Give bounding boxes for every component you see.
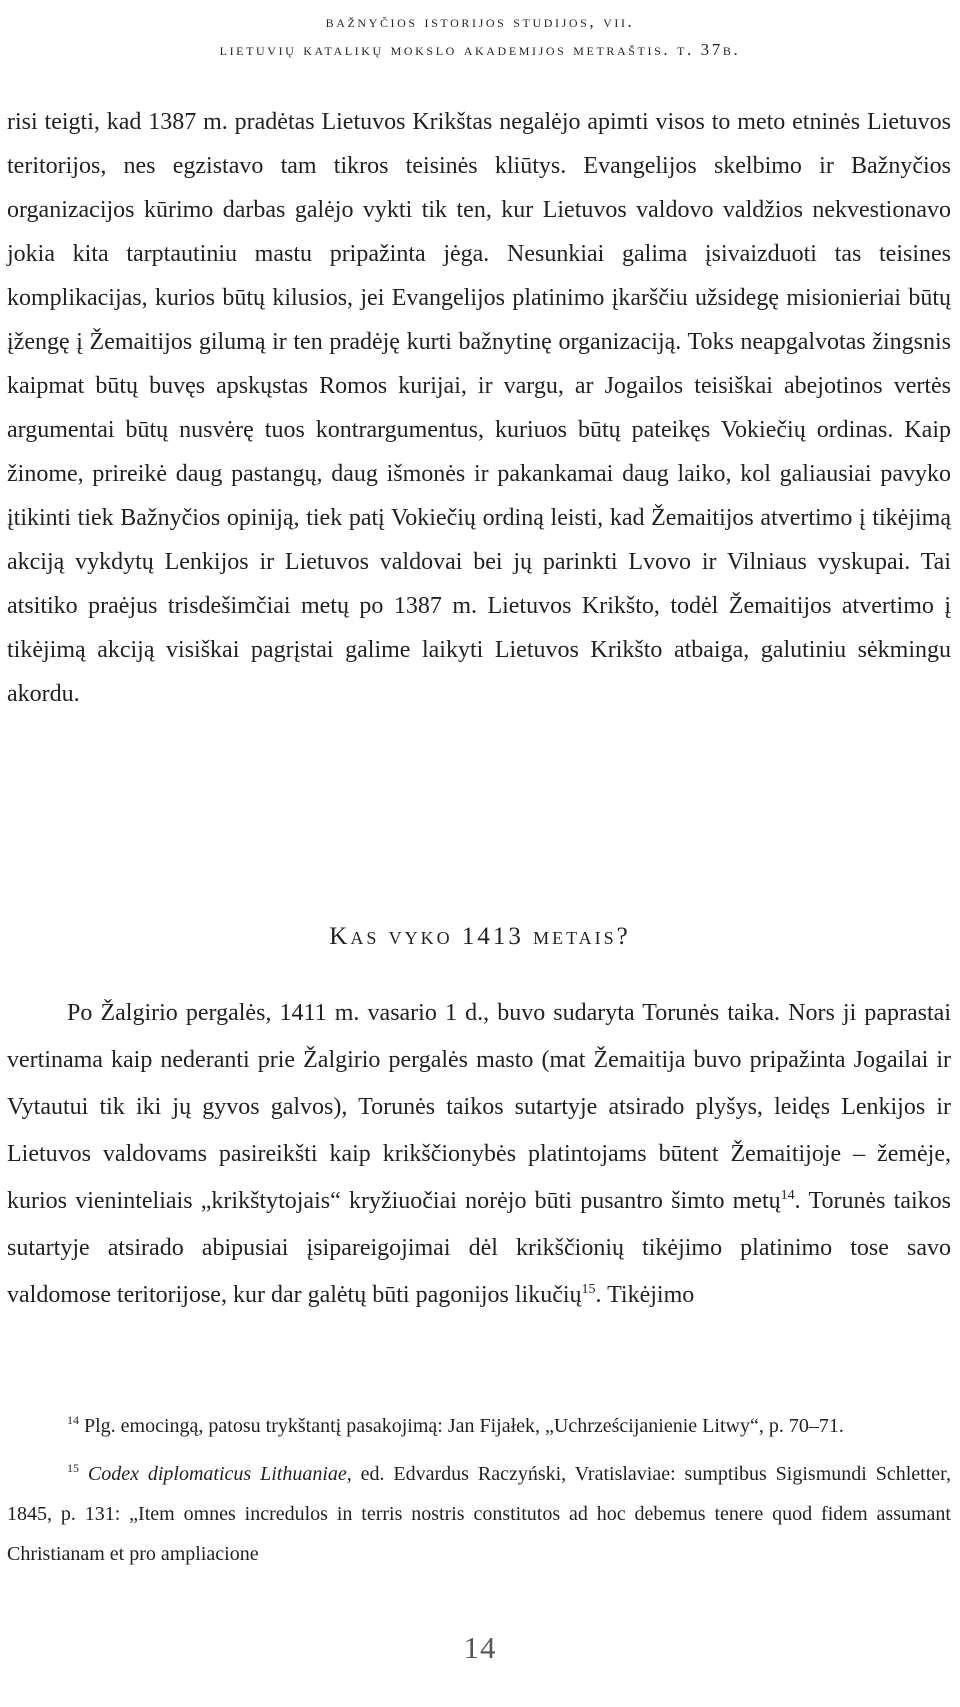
footnote-number: 14	[67, 1413, 79, 1427]
footnotes	[7, 1406, 951, 1582]
section-paragraph-text-2: . Torunės taikos sutartyje atsirado abipusiai įsipareigojimai dėl krikščionių tikėjimo platinimo tose savo valdomose teritorijose, kur dar galėtų būti pagonijos likučių	[7, 1188, 951, 1308]
section-paragraph	[7, 990, 951, 1319]
footnote-ref-15[interactable]: 15	[581, 1282, 596, 1297]
footnote-14	[7, 1406, 951, 1446]
section-text-block	[7, 990, 951, 1319]
footnote-italic-title: Codex diplomaticus Lithuaniae	[87, 1463, 347, 1485]
section-paragraph-text-1: Po Žalgirio pergalės, 1411 m. vasario 1 d., buvo sudaryta Torunės taika. Nors ji paprastai vertinama kaip nederanti prie Žalgirio pergalės masto (mat Žemaitija buvo pripažinta Jogailai ir Vytautui tik iki jų gyvos galvos), Torunės taikos sutartyje atsirado plyšys, leidęs Lenkijos ir Lietuvos valdovams pasireikšti kaip krikščionybės platintojams būtent Žemaitijoje – žemėje, kurios vieninteliais „krikštytojais“ kryžiuočiai norėjo būti pusantro šimto metų	[7, 1000, 951, 1214]
running-header	[0, 8, 960, 64]
section-paragraph-text-3: . Tikėjimo	[595, 1282, 695, 1308]
running-header-line-1: bažnyčios istorijos studijos, vii.	[325, 12, 635, 31]
section-heading: Kas vyko 1413 metais?	[329, 923, 631, 950]
running-header-line-2: lietuvių katalikų mokslo akademijos metraštis. t. 37b.	[219, 40, 741, 59]
body-paragraph: risi teigti, kad 1387 m. pradėtas Lietuvos Krikštas negalėjo apimti visos to meto etninės Lietuvos teritorijos, nes egzistavo tam tikros teisinės kliūtys. Evangelijos skelbimo ir Bažnyčios organizacijos kūrimo darbas galėjo vykti tik ten, kur Lietuvos valdovo valdžios nekvestionavo jokia kita tarptautiniu mastu pripažinta jėga. Nesunkiai galima įsivaizduoti tas teisines komplikacijas, kurios būtų kilusios, jei Evangelijos platinimo įkarščiu užsidegę misionieriai būtų įžengę į Žemaitijos gilumą ir ten pradėję kurti bažnytinę organizaciją. Toks neapgalvotas žingsnis kaipmat būtų buvęs apskųstas Romos kurijai, ir vargu, ar Jogailos teisiškai abejotinos vertės argumentai būtų nusvėrę tuos kontrargumentus, kuriuos būtų pateikęs Vokiečių ordinas. Kaip žinome, prireikė daug pastangų, daug išmonės ir pakankamai daug laiko, kol galiausiai pavyko įtikinti tiek Bažnyčios opiniją, tiek patį Vokiečių ordiną leisti, kad Žemaitijos atvertimo į tikėjimą akciją vykdytų Lenkijos ir Lietuvos valdovai bei jų parinkti Lvovo ir Vilniaus vyskupai. Tai atsitiko praėjus trisdešimčiai metų po 1387 m. Lietuvos Krikšto, todėl Žemaitijos atvertimo į tikėjimą akciją visiškai pagrįstai galime laikyti Lietuvos Krikšto atbaiga, galutiniu sėkmingu akordu.	[7, 109, 951, 707]
footnote-number: 15	[67, 1461, 79, 1475]
footnote-15	[7, 1454, 951, 1574]
main-text-block	[7, 100, 951, 716]
footnote-text: Plg. emocingą, patosu trykštantį pasakojimą: Jan Fijałek, „Uchrześcijanienie Litwy“, p. 70–71.	[84, 1415, 844, 1437]
page-number: 14	[463, 1630, 497, 1665]
footnote-text: , ed. Edvardus Raczyński, Vratislaviae: sumptibus Sigismundi Schletter, 1845, p. 131: „Item omnes incredulos in terris nostris constitutos ad hoc debemus tenere quod fidem assumant Christianam et pro ampliacione	[7, 1463, 951, 1565]
footnote-ref-14[interactable]: 14	[780, 1188, 795, 1203]
